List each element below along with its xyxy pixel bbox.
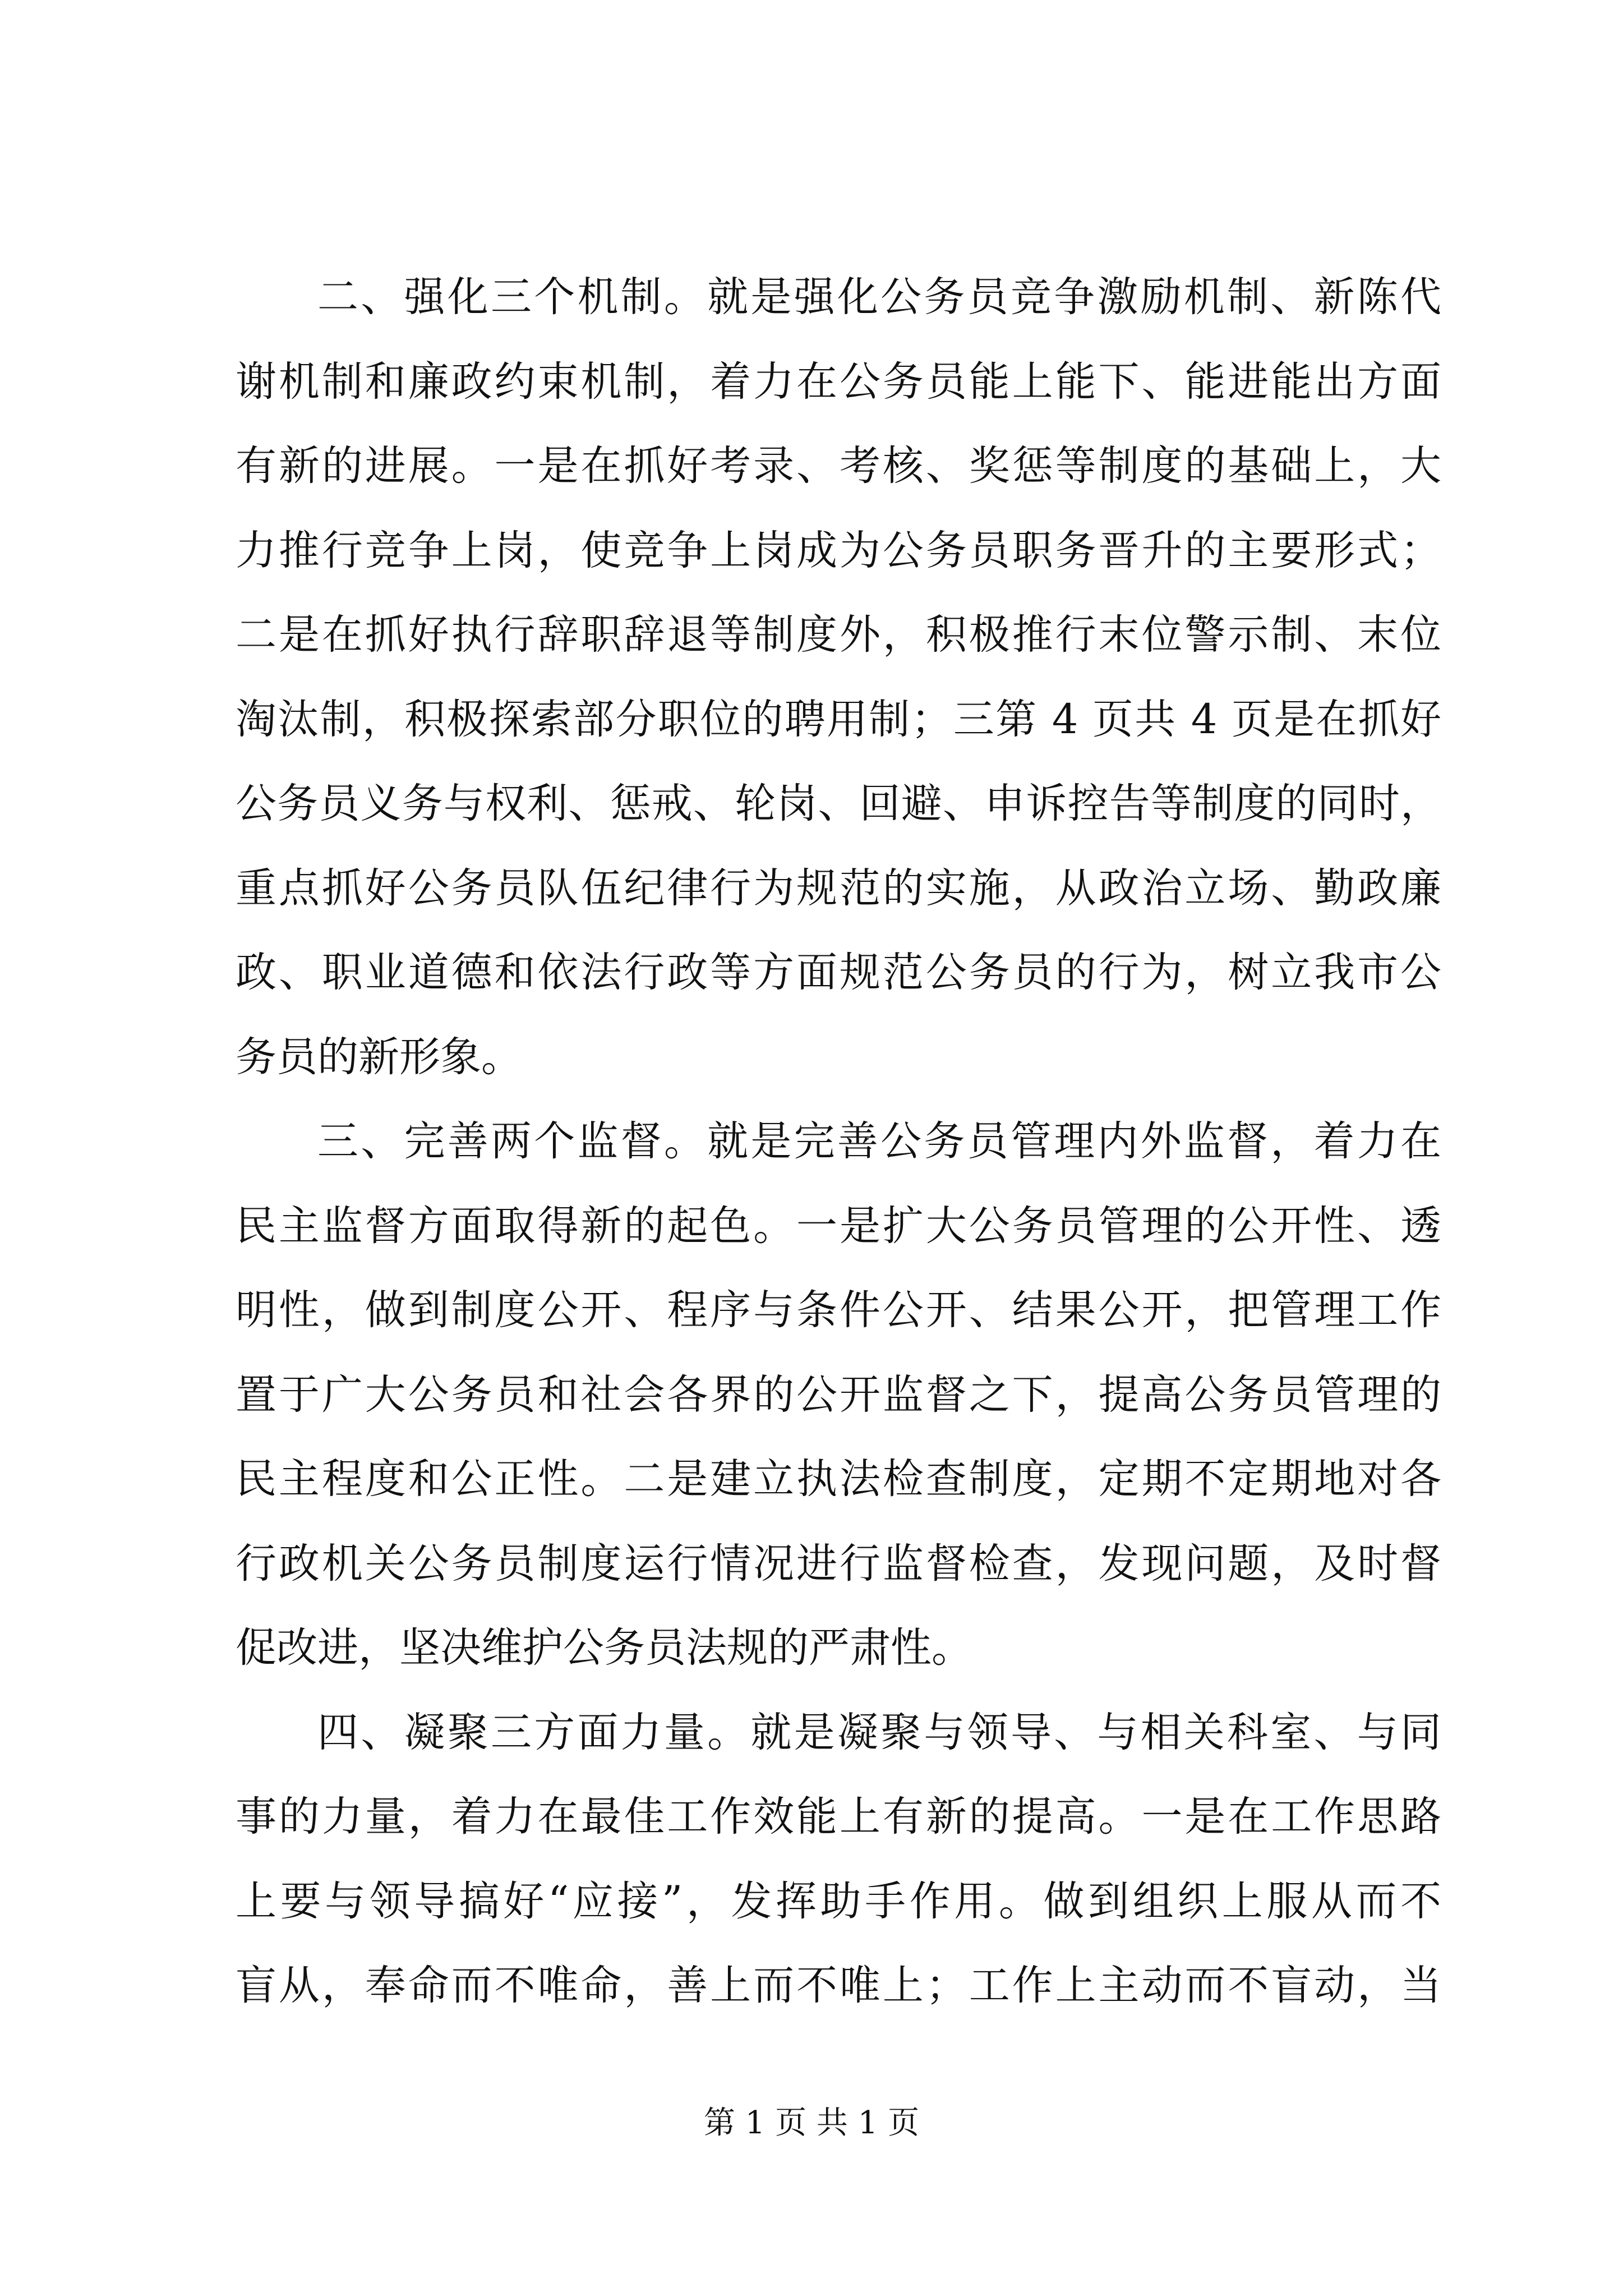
page-footer: 第 1 页 共 1 页 <box>703 2105 920 2141</box>
text-line: 二是在抓好执行辞职辞退等制度外，积极推行末位警示制、末位 <box>236 611 1441 659</box>
text-line: 四、凝聚三方面力量。就是凝聚与领导、与相关科室、与同 <box>317 1708 1441 1756</box>
text-line: 重点抓好公务员队伍纪律行为规范的实施，从政治立场、勤政廉 <box>236 864 1441 912</box>
text-line: 政、职业道德和依法行政等方面规范公务员的行为，树立我市公 <box>236 949 1441 996</box>
text-line: 三、完善两个监督。就是完善公务员管理内外监督，着力在 <box>317 1117 1441 1165</box>
paragraph-forces <box>236 1691 1441 2028</box>
text-line: 置于广大公务员和社会各界的公开监督之下，提高公务员管理的 <box>236 1370 1441 1419</box>
text-line: 促改进，坚决维护公务员法规的严肃性。 <box>236 1624 972 1672</box>
text-line: 行政机关公务员制度运行情况进行监督检查，发现问题，及时督 <box>236 1539 1441 1588</box>
text-line: 盲从，奉命而不唯命，善上而不唯上；工作上主动而不盲动，当 <box>236 1962 1441 2009</box>
text-line: 上要与领导搞好“应接”，发挥助手作用。做到组织上服从而不 <box>236 1877 1441 1925</box>
text-line: 明性，做到制度公开、程序与条件公开、结果公开，把管理工作 <box>236 1286 1441 1334</box>
document-body <box>236 255 1441 2028</box>
text-line: 淘汰制，积极探索部分职位的聘用制；三第 4 页共 4 页是在抓好 <box>236 695 1441 743</box>
text-line: 二、强化三个机制。就是强化公务员竞争激励机制、新陈代 <box>317 273 1441 321</box>
text-line: 事的力量，着力在最佳工作效能上有新的提高。一是在工作思路 <box>236 1793 1441 1841</box>
text-line: 民主程度和公正性。二是建立执法检查制度，定期不定期地对各 <box>236 1455 1441 1503</box>
text-line: 务员的新形象。 <box>236 1033 522 1081</box>
text-line: 有新的进展。一是在抓好考录、考核、奖惩等制度的基础上，大 <box>236 442 1441 490</box>
paragraph-supervision <box>236 1099 1441 1691</box>
text-line: 公务员义务与权利、惩戒、轮岗、回避、申诉控告等制度的同时， <box>236 780 1441 827</box>
text-line: 民主监督方面取得新的起色。一是扩大公务员管理的公开性、透 <box>236 1202 1441 1250</box>
text-line: 力推行竞争上岗，使竞争上岗成为公务员职务晋升的主要形式； <box>236 526 1441 574</box>
text-line: 谢机制和廉政约束机制，着力在公务员能上能下、能进能出方面 <box>236 357 1441 406</box>
paragraph-mechanisms <box>236 255 1441 1099</box>
